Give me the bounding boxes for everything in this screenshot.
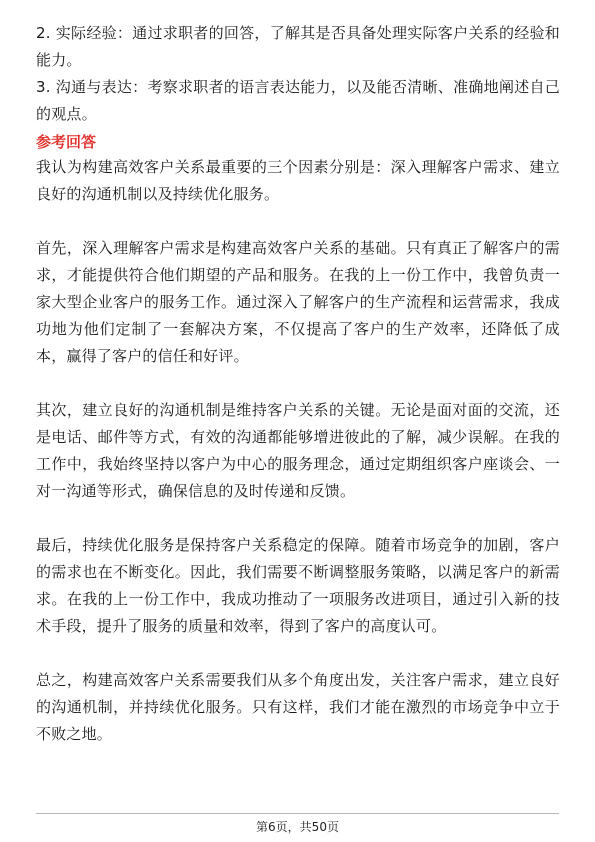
answer-paragraph: 最后，持续优化服务是保持客户关系稳定的保障。随着市场竞争的加剧，客户的需求也在不断变化。因此，我们需要不断调整服务策略，以满足客户的新需求。在我的上一份工作中，我成功推动了一项服务改进项目，通过引入新的技术手段，提升了服务的质量和效率，得到了客户的高度认可。 <box>36 536 560 635</box>
footer-divider <box>36 813 559 814</box>
criterion-item: 2. 实际经验：通过求职者的回答，了解其是否具备处理实际客户关系的经验和能力。 <box>36 24 560 69</box>
page-number: 第6页，共50页 <box>256 820 339 834</box>
criterion-item: 3. 沟通与表达：考察求职者的语言表达能力，以及能否清晰、准确地阐述自己的观点。 <box>36 78 560 123</box>
answer-paragraph: 首先，深入理解客户需求是构建高效客户关系的基础。只有真正了解客户的需求，才能提供符合他们期望的产品和服务。在我的上一份工作中，我曾负责一家大型企业客户的服务工作。通过深入了解客户的生产流程和运营需求，我成功地为他们定制了一套解决方案，不仅提高了客户的生产效率，还降低了成本，赢得了客户的信任和好评。 <box>36 239 560 365</box>
answer-paragraph: 其次，建立良好的沟通机制是维持客户关系的关键。无论是面对面的交流，还是电话、邮件等方式，有效的沟通都能够增进彼此的了解，减少误解。在我的工作中，我始终坚持以客户为中心的服务理念，通过定期组织客户座谈会、一对一沟通等形式，确保信息的及时传递和反馈。 <box>36 401 560 500</box>
answer-paragraph: 总之，构建高效客户关系需要我们从多个角度出发，关注客户需求，建立良好的沟通机制，并持续优化服务。只有这样，我们才能在激烈的市场竞争中立于不败之地。 <box>36 671 560 743</box>
answer-heading: 参考回答 <box>36 133 97 151</box>
answer-paragraph: 我认为构建高效客户关系最重要的三个因素分别是：深入理解客户需求、建立良好的沟通机制以及持续优化服务。 <box>36 158 560 203</box>
page-content <box>36 20 560 748</box>
